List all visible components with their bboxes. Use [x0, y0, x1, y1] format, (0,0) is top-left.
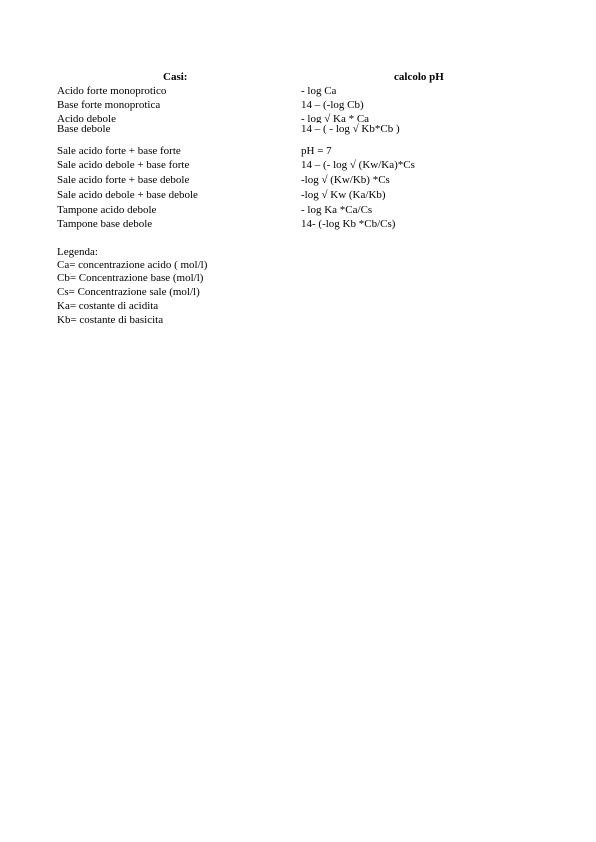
case-cell: Tampone acido debole	[57, 204, 157, 216]
case-cell: Sale acido forte + base debole	[57, 174, 190, 186]
formula-cell: -log √ (Kw/Kb) *Cs	[301, 174, 390, 186]
case-cell: Acido debole	[57, 113, 116, 123]
table-row	[57, 159, 477, 172]
table-row	[57, 99, 477, 112]
formula-cell: -log √ Kw (Ka/Kb)	[301, 189, 386, 201]
ph-calculation-header: calcolo pH	[394, 71, 444, 83]
table-row	[57, 204, 477, 217]
case-cell: Tampone base debole	[57, 218, 153, 230]
formula-cell: 14 – (-log Cb)	[301, 99, 364, 111]
case-cell: Base forte monoprotica	[57, 99, 161, 111]
formula-cell: pH = 7	[301, 145, 332, 157]
case-cell: Sale acido debole + base forte	[57, 159, 190, 171]
formula-cell: 14 – (- log √ (Kw/Ka)*Cs	[301, 159, 415, 171]
legend-item: Ka= costante di acidita	[57, 300, 159, 312]
table-row	[57, 218, 477, 231]
case-cell: Sale acido debole + base debole	[57, 189, 198, 201]
legend-title: Legenda:	[57, 246, 98, 258]
case-cell: Acido forte monoprotico	[57, 85, 167, 97]
formula-cell: - log Ca	[301, 85, 337, 97]
legend-item: Kb= costante di basicita	[57, 314, 164, 326]
formula-cell: - log √ Ka * Ca	[301, 113, 370, 123]
table-row	[57, 85, 477, 98]
table-row	[57, 123, 477, 136]
formula-cell: - log Ka *Ca/Cs	[301, 204, 373, 216]
legend-item: Cs= Concentrazione sale (mol/l)	[57, 286, 200, 298]
legend-item: Ca= concentrazione acido ( mol/l)	[57, 259, 208, 271]
table-row	[57, 174, 477, 187]
formula-cell: 14- (-log Kb *Cb/Cs)	[301, 218, 396, 230]
table-row	[57, 113, 477, 123]
table-row	[57, 145, 477, 158]
case-cell: Base debole	[57, 123, 111, 135]
table-row	[57, 189, 477, 202]
formula-cell: 14 – ( - log √ Kb*Cb )	[301, 123, 400, 135]
legend-item: Cb= Concentrazione base (mol/l)	[57, 272, 204, 284]
case-cell: Sale acido forte + base forte	[57, 145, 181, 157]
cases-header: Casi:	[163, 71, 188, 83]
